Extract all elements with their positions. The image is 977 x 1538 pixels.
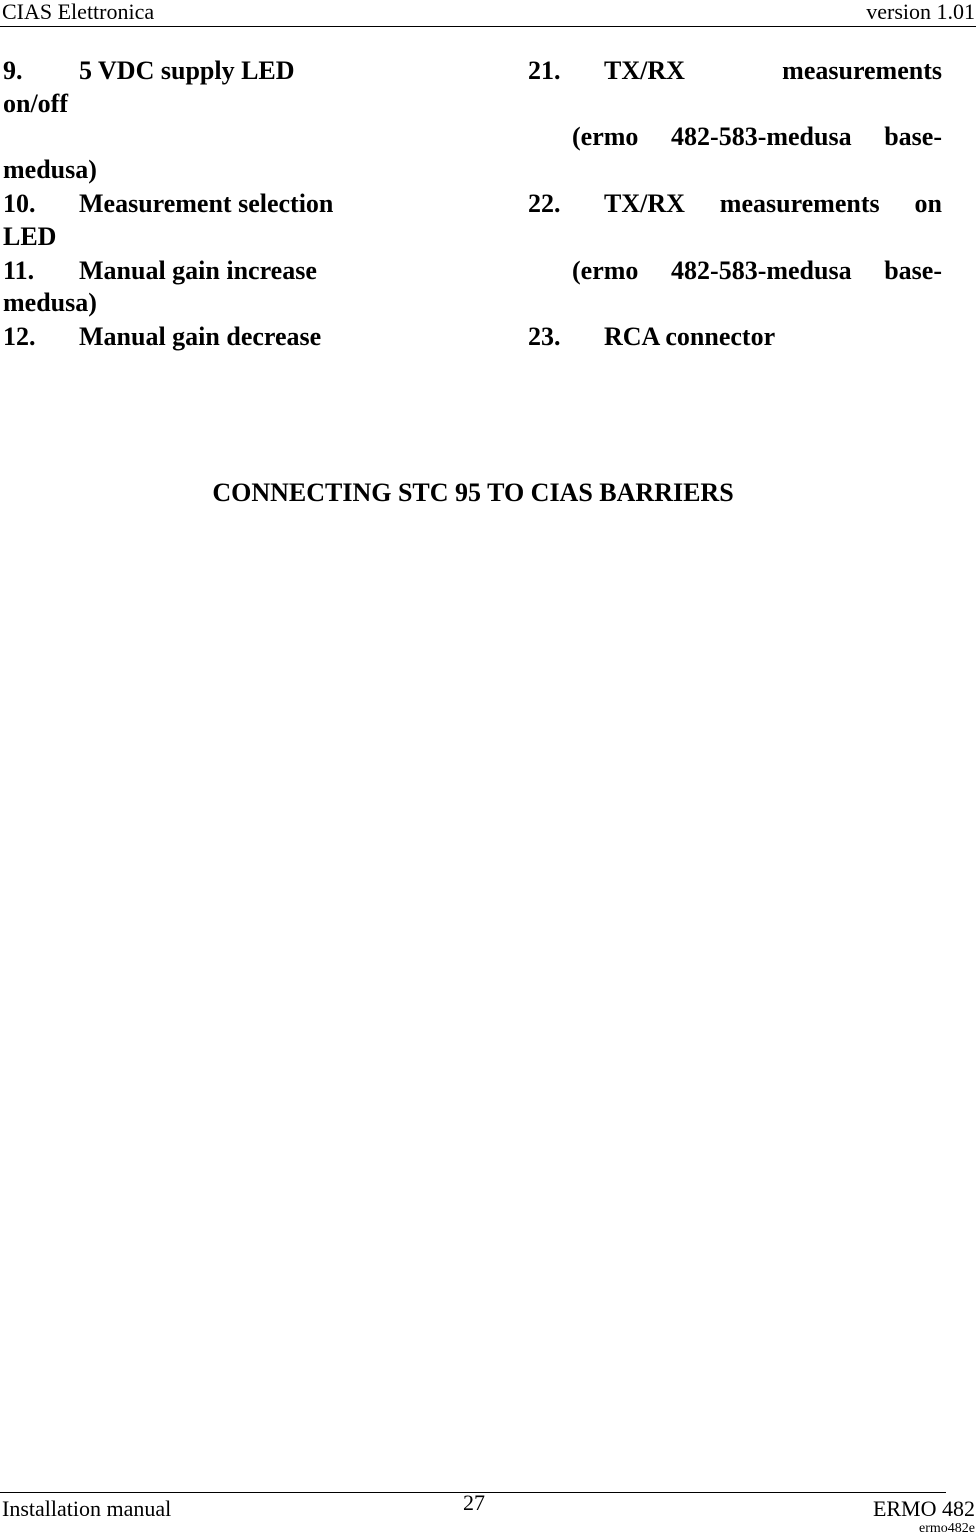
footer-manual-label: Installation manual — [2, 1496, 172, 1521]
item-22-word-2: measurements — [719, 189, 880, 218]
item-21-word-1: TX/RX — [604, 56, 685, 85]
item-9-continuation: on/off — [3, 89, 68, 118]
item-23-text: RCA connector — [604, 322, 776, 351]
item-22-word-3: on — [914, 189, 942, 218]
item-12-text: Manual gain decrease — [79, 322, 322, 351]
footer-product: ERMO 482 — [872, 1496, 975, 1521]
wrap-text-b: medusa) — [3, 288, 97, 317]
item-21-line-2 — [572, 122, 942, 152]
item-9-text: 5 VDC supply LED — [79, 56, 295, 85]
item-9-number: 9. — [3, 56, 23, 85]
item-11-number: 11. — [3, 256, 35, 285]
item-10-text: Measurement selection — [79, 189, 334, 218]
section-heading: CONNECTING STC 95 TO CIAS BARRIERS — [212, 478, 734, 507]
item-11-text: Manual gain increase — [79, 256, 317, 285]
item-21-line-2-word-3: base- — [884, 122, 942, 151]
item-22-number: 22. — [528, 189, 561, 218]
item-22-word-1: TX/RX — [604, 189, 685, 218]
item-22-line-2-word-3: base- — [884, 256, 942, 285]
item-21-line-2-word-2: 482-583-medusa — [671, 122, 852, 151]
item-22-line-2 — [572, 256, 942, 286]
item-12-number: 12. — [3, 322, 36, 351]
item-10-number: 10. — [3, 189, 36, 218]
item-22-line-2-word-1: (ermo — [572, 256, 639, 285]
header-company: CIAS Elettronica — [2, 0, 155, 24]
item-23-number: 23. — [528, 322, 561, 351]
footer-doc-code: ermo482e — [919, 1521, 975, 1536]
wrap-text-a: medusa) — [3, 155, 97, 184]
page-number: 27 — [463, 1490, 485, 1515]
item-21-number: 21. — [528, 56, 561, 85]
item-22-line-2-word-2: 482-583-medusa — [671, 256, 852, 285]
item-10-continuation: LED — [3, 222, 57, 251]
item-21-line-1 — [604, 56, 942, 86]
item-22-line-1 — [604, 189, 942, 219]
item-21-line-2-word-1: (ermo — [572, 122, 639, 151]
header-version: version 1.01 — [866, 0, 975, 24]
header-rule — [0, 26, 976, 27]
item-21-word-2: measurements — [782, 56, 942, 85]
